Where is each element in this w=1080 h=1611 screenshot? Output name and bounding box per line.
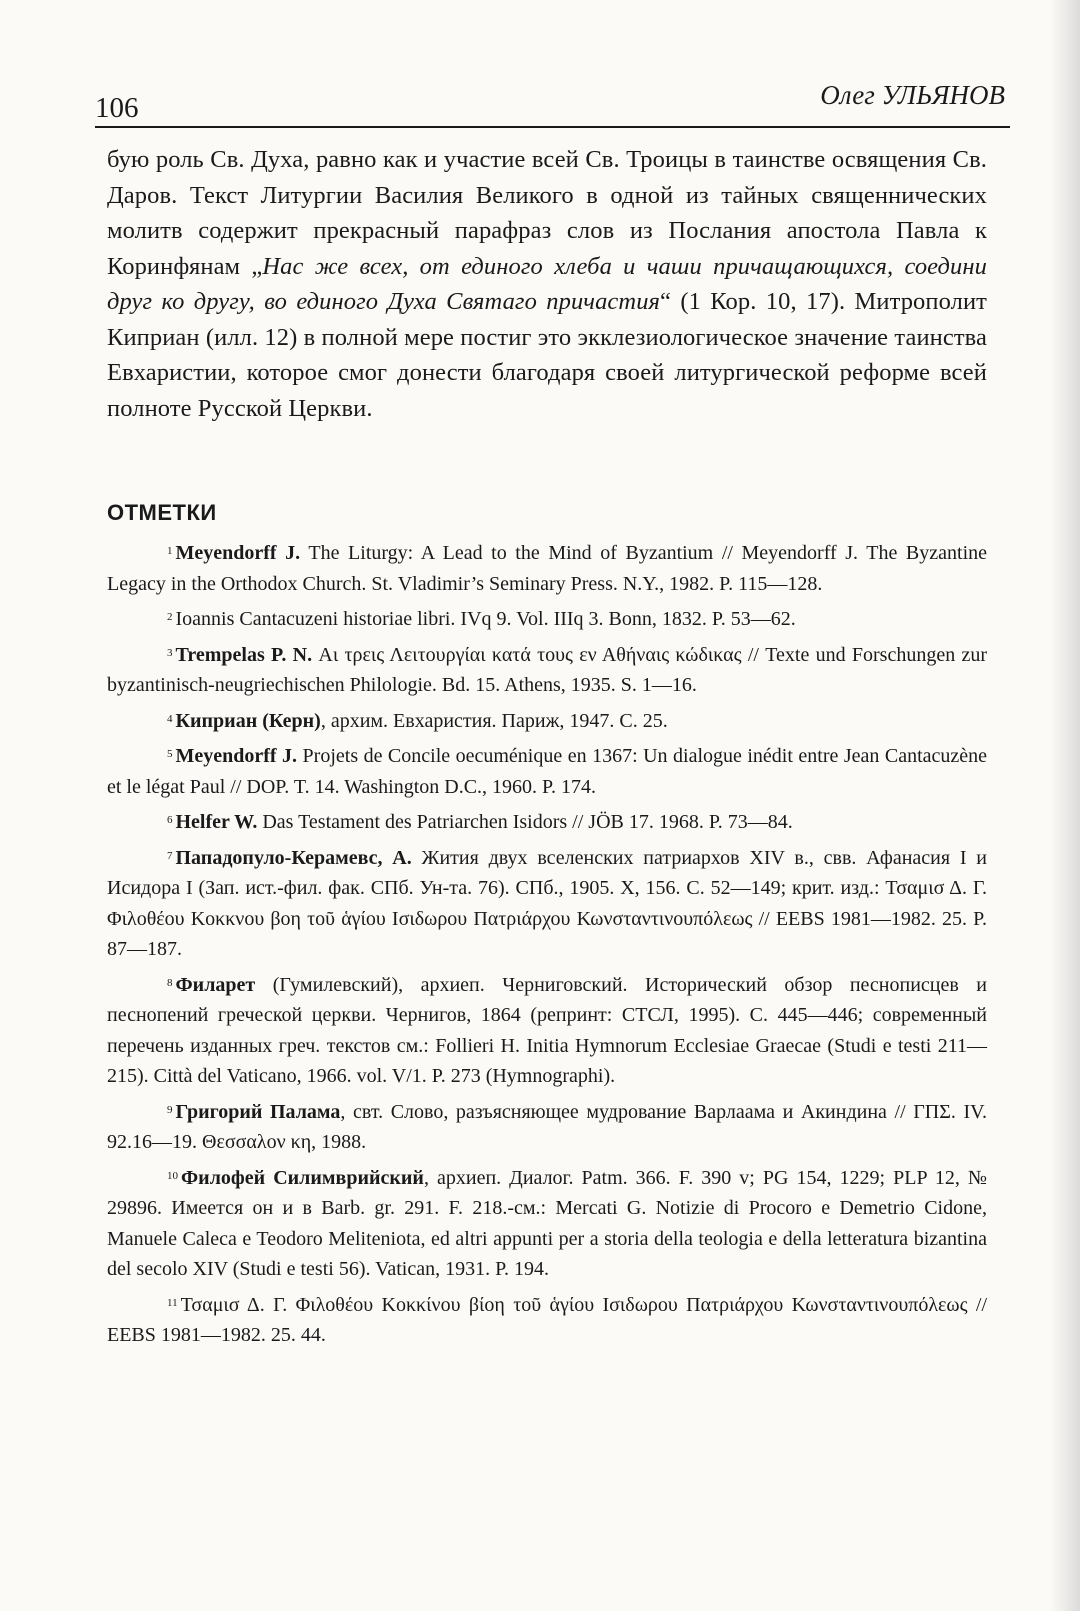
note-number: 4 — [167, 712, 173, 725]
note-text: , свт. Слово, разъясняющее мудрование Варлаама и Акиндина // ГПΣ. IV. 92.16—19. Θεσσαλον κη, 1988. — [107, 1100, 988, 1153]
note-item — [107, 968, 987, 1092]
note-text: Αι τρεις Λειτουργίαι κατά τους εν Αθήναις κώδικας // Texte und Forschungen zur byzantinisch-neugriechischen Philologie. Bd. 15. Athens, 1935. S. 1—16. — [107, 643, 988, 696]
note-author: Киприан (Керн) — [175, 709, 321, 732]
note-author: Филофей Силимврийский — [181, 1166, 424, 1189]
body-text-end: “ (1 Кор. 10, 17). Митрополит Киприан (илл. 12) в полной мере постиг это экклезиологическое значение таинства Евхаристии, которое смог донести благодаря своей литургической реформе всей полноте Русской Церкви. — [107, 288, 987, 422]
note-author: Helfer W. — [175, 811, 258, 833]
note-number: 3 — [167, 646, 173, 659]
note-text: (Гумилевский), архиеп. Черниговский. Исторический обзор песнописцев и песнопений греческой церкви. Чернигов, 1864 (репринт: СТСЛ, 1995). С. 445—446; современный перечень изданных греч. текстов см.: Follieri H. Initia Hymnorum Ecclesiae Graecae (Studi e testi 211—215). Città del Vaticano, 1966. vol. V/1. P. 273 (Hymnographi). — [107, 973, 987, 1087]
scripture-quote: Нас же всех, от единого хлеба и чаши причащающихся, соедини друг ко другу, во единого Духа Святаго причастия — [107, 252, 987, 315]
note-item — [107, 638, 987, 701]
note-author: Григорий Палама — [175, 1100, 341, 1123]
note-item — [107, 1161, 987, 1285]
notes-heading: ОТМЕТКИ — [107, 500, 217, 525]
note-author: Meyendorff J. — [175, 745, 298, 767]
note-number: 11 — [167, 1296, 178, 1309]
running-head: Олег УЛЬЯНОВ — [820, 80, 1005, 110]
body-text-start: бую роль Св. Духа, равно как и участие всей Св. Троицы в таинстве освящения Св. Даров. Текст Литургии Василия Великого в одной из тайных священнических молитв содержит прекрасный парафраз слов из Послания апостола Павла к Коринфянам „ — [107, 146, 987, 280]
header-rule — [95, 126, 1010, 128]
note-author: Филарет — [175, 973, 256, 996]
note-item — [107, 739, 987, 802]
note-number: 9 — [167, 1103, 173, 1116]
note-item — [107, 1288, 987, 1351]
note-number: 8 — [167, 976, 173, 989]
note-item — [107, 1095, 987, 1158]
note-number: 7 — [167, 849, 173, 862]
note-item — [107, 805, 987, 838]
note-text: Das Testament des Patriarchen Isidors // JÖB 17. 1968. P. 73—84. — [257, 811, 793, 833]
note-text: , архиеп. Диалог. Patm. 366. F. 390 v; PG 154, 1229; PLP 12, № 29896. Имеется он и в Barb. gr. 291. F. 218.-см.: Mercati G. Notizie di Procoro e Demetrio Cidone, Manuele Caleca e Teodoro Meliteniota, ed altri appunti per a storia della teologia e della letteratura bizantina del secolo XIV (Studi e testi 56). Vatican, 1931. P. 194. — [107, 1166, 987, 1280]
page-edge-shadow — [1050, 0, 1080, 1611]
note-author: Trempelas P. N. — [175, 643, 313, 666]
note-number: 1 — [167, 545, 173, 557]
page-number: 106 — [95, 92, 139, 124]
note-text: Projets de Concile oecuménique en 1367: Un dialogue inédit entre Jean Cantacuzène et le légat Paul // DOP. T. 14. Washington D.C., 1960. P. 174. — [107, 745, 988, 798]
note-text: Жития двух вселенских патриархов XIV в., свв. Афанасия I и Исидора I (Зап. ист.-фил. фак. СПб. Ун-та. 76). СПб., 1905. X, 156. С. 52—149; крит. изд.: Τσαμισ Δ. Γ. Φιλοθέου Κοκκνου βοη τοῦ ἁγίου Ισιδωρου Πατριάρχου Κωνσταντινουπόλεως // EEBS 1981—1982. 25. P. 87—187. — [107, 846, 988, 960]
note-number: 5 — [167, 748, 173, 760]
note-text: Τσαμισ Δ. Γ. Φιλοθέου Κοκκίνου βίοη τοῦ ἁγίου Ισιδωρου Πατριάρχου Κωνσταντινουπόλεως // EEBS 1981—1982. 25. 44. — [107, 1293, 987, 1346]
note-author: Пападопуло-Керамевс, А. — [175, 846, 412, 869]
note-text: Ioannis Cantacuzeni historiae libri. IVq 9. Vol. IIIq 3. Bonn, 1832. P. 53—62. — [175, 608, 796, 630]
body-paragraph — [107, 142, 987, 426]
note-number: 6 — [167, 814, 173, 826]
note-item — [107, 536, 987, 599]
note-item — [107, 602, 987, 635]
note-text: The Liturgy: A Lead to the Mind of Byzantium // Meyendorff J. The Byzantine Legacy in the Orthodox Church. St. Vladimir’s Seminary Press. N.Y., 1982. P. 115—128. — [107, 542, 987, 595]
note-item — [107, 841, 987, 965]
note-number: 2 — [167, 611, 173, 623]
note-number: 10 — [167, 1169, 178, 1182]
note-item — [107, 704, 987, 737]
note-author: Meyendorff J. — [175, 542, 301, 564]
note-text: , архим. Евхаристия. Париж, 1947. С. 25. — [320, 709, 668, 732]
notes-list — [107, 536, 987, 1354]
